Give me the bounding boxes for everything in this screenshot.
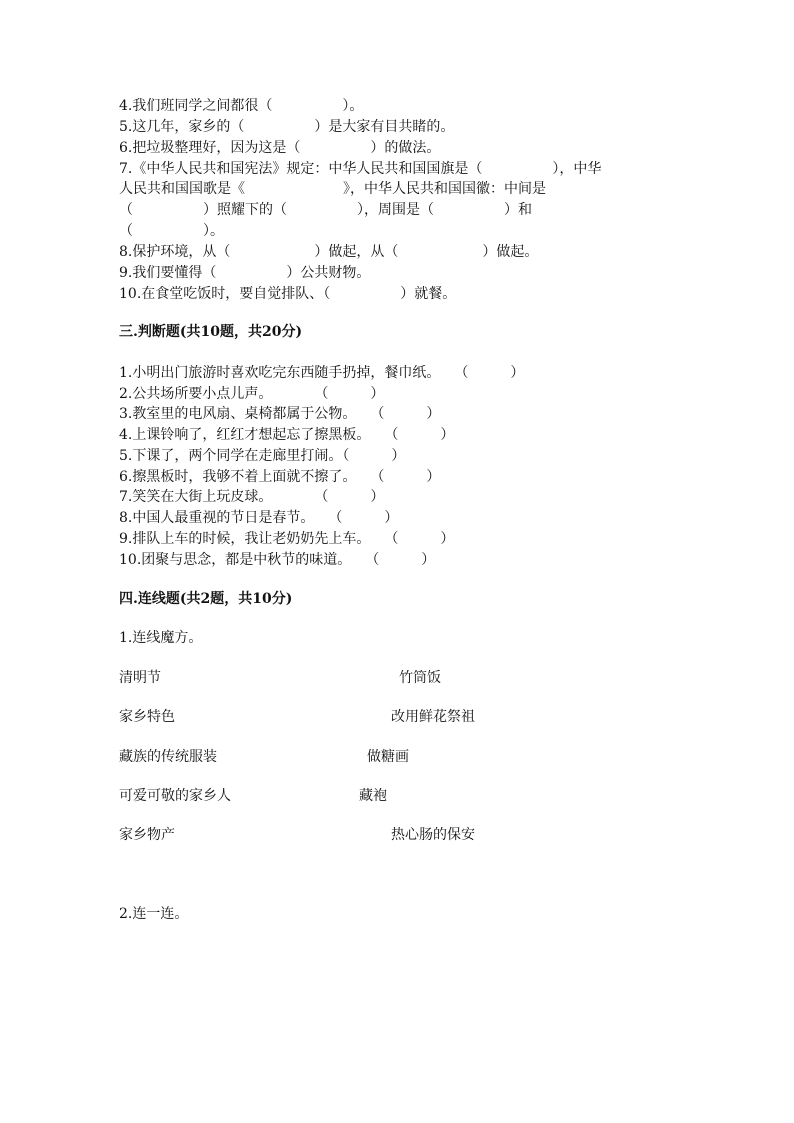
match-left-5: 家乡物产 <box>119 827 175 843</box>
match-right-2: 改用鲜花祭祖 <box>391 709 475 725</box>
fill-blank-item-7-line-1: 7.《中华人民共和国宪法》规定：中华人民共和国国旗是（ ），中华 <box>119 161 602 177</box>
fill-blank-item-7-line-3: （ ）照耀下的（ ），周围是（ ）和 <box>119 202 532 218</box>
matching-question-1: 1.连线魔方。 <box>119 630 203 646</box>
fill-blank-item-6: 6.把垃圾整理好，因为这是（ ）的做法。 <box>119 140 441 156</box>
judge-item-10: 10.团聚与思念，都是中秋节的味道。 （ ） <box>119 552 436 568</box>
match-left-1: 清明节 <box>119 670 161 686</box>
judge-item-3: 3.教室里的电风扇、桌椅都属于公物。 （ ） <box>119 406 441 422</box>
judge-item-8: 8.中国人最重视的节日是春节。 （ ） <box>119 510 399 526</box>
match-right-3: 做糖画 <box>367 749 409 765</box>
judge-item-6: 6.擦黑板时，我够不着上面就不擦了。 （ ） <box>119 469 441 485</box>
fill-blank-item-8: 8.保护环境，从（ ）做起，从（ ）做起。 <box>119 244 539 260</box>
fill-blank-item-10: 10.在食堂吃饭时，要自觉排队、（ ）就餐。 <box>119 286 457 302</box>
match-right-4: 藏袍 <box>359 788 387 804</box>
judge-item-2: 2.公共场所要小点儿声。 （ ） <box>119 386 385 402</box>
judge-item-7: 7.笑笑在大街上玩皮球。 （ ） <box>119 489 385 505</box>
section-title-matching: 四.连线题(共2题，共10分) <box>119 591 293 607</box>
judge-item-5: 5.下课了，两个同学在走廊里打闹。（ ） <box>119 448 406 464</box>
judge-item-1: 1.小明出门旅游时喜欢吃完东西随手扔掉，餐巾纸。 （ ） <box>119 365 525 381</box>
judge-item-4: 4.上课铃响了，红红才想起忘了擦黑板。 （ ） <box>119 427 455 443</box>
match-left-4: 可爱可敬的家乡人 <box>119 788 231 804</box>
matching-question-2: 2.连一连。 <box>119 906 189 922</box>
section-title-judge: 三.判断题(共10题，共20分) <box>119 324 303 340</box>
fill-blank-item-7-line-4: （ ）。 <box>119 223 224 239</box>
match-left-3: 藏族的传统服装 <box>119 749 217 765</box>
judge-item-9: 9.排队上车的时候，我让老奶奶先上车。 （ ） <box>119 531 455 547</box>
fill-blank-item-9: 9.我们要懂得（ ）公共财物。 <box>119 265 371 281</box>
fill-blank-item-5: 5.这几年，家乡的（ ）是大家有目共睹的。 <box>119 119 455 135</box>
fill-blank-item-7-line-2: 人民共和国国歌是《 》，中华人民共和国国徽：中间是 <box>119 181 546 197</box>
match-left-2: 家乡特色 <box>119 709 175 725</box>
match-right-5: 热心肠的保安 <box>391 827 475 843</box>
fill-blank-item-4: 4.我们班同学之间都很（ ）。 <box>119 98 364 114</box>
match-right-1: 竹筒饭 <box>399 670 441 686</box>
